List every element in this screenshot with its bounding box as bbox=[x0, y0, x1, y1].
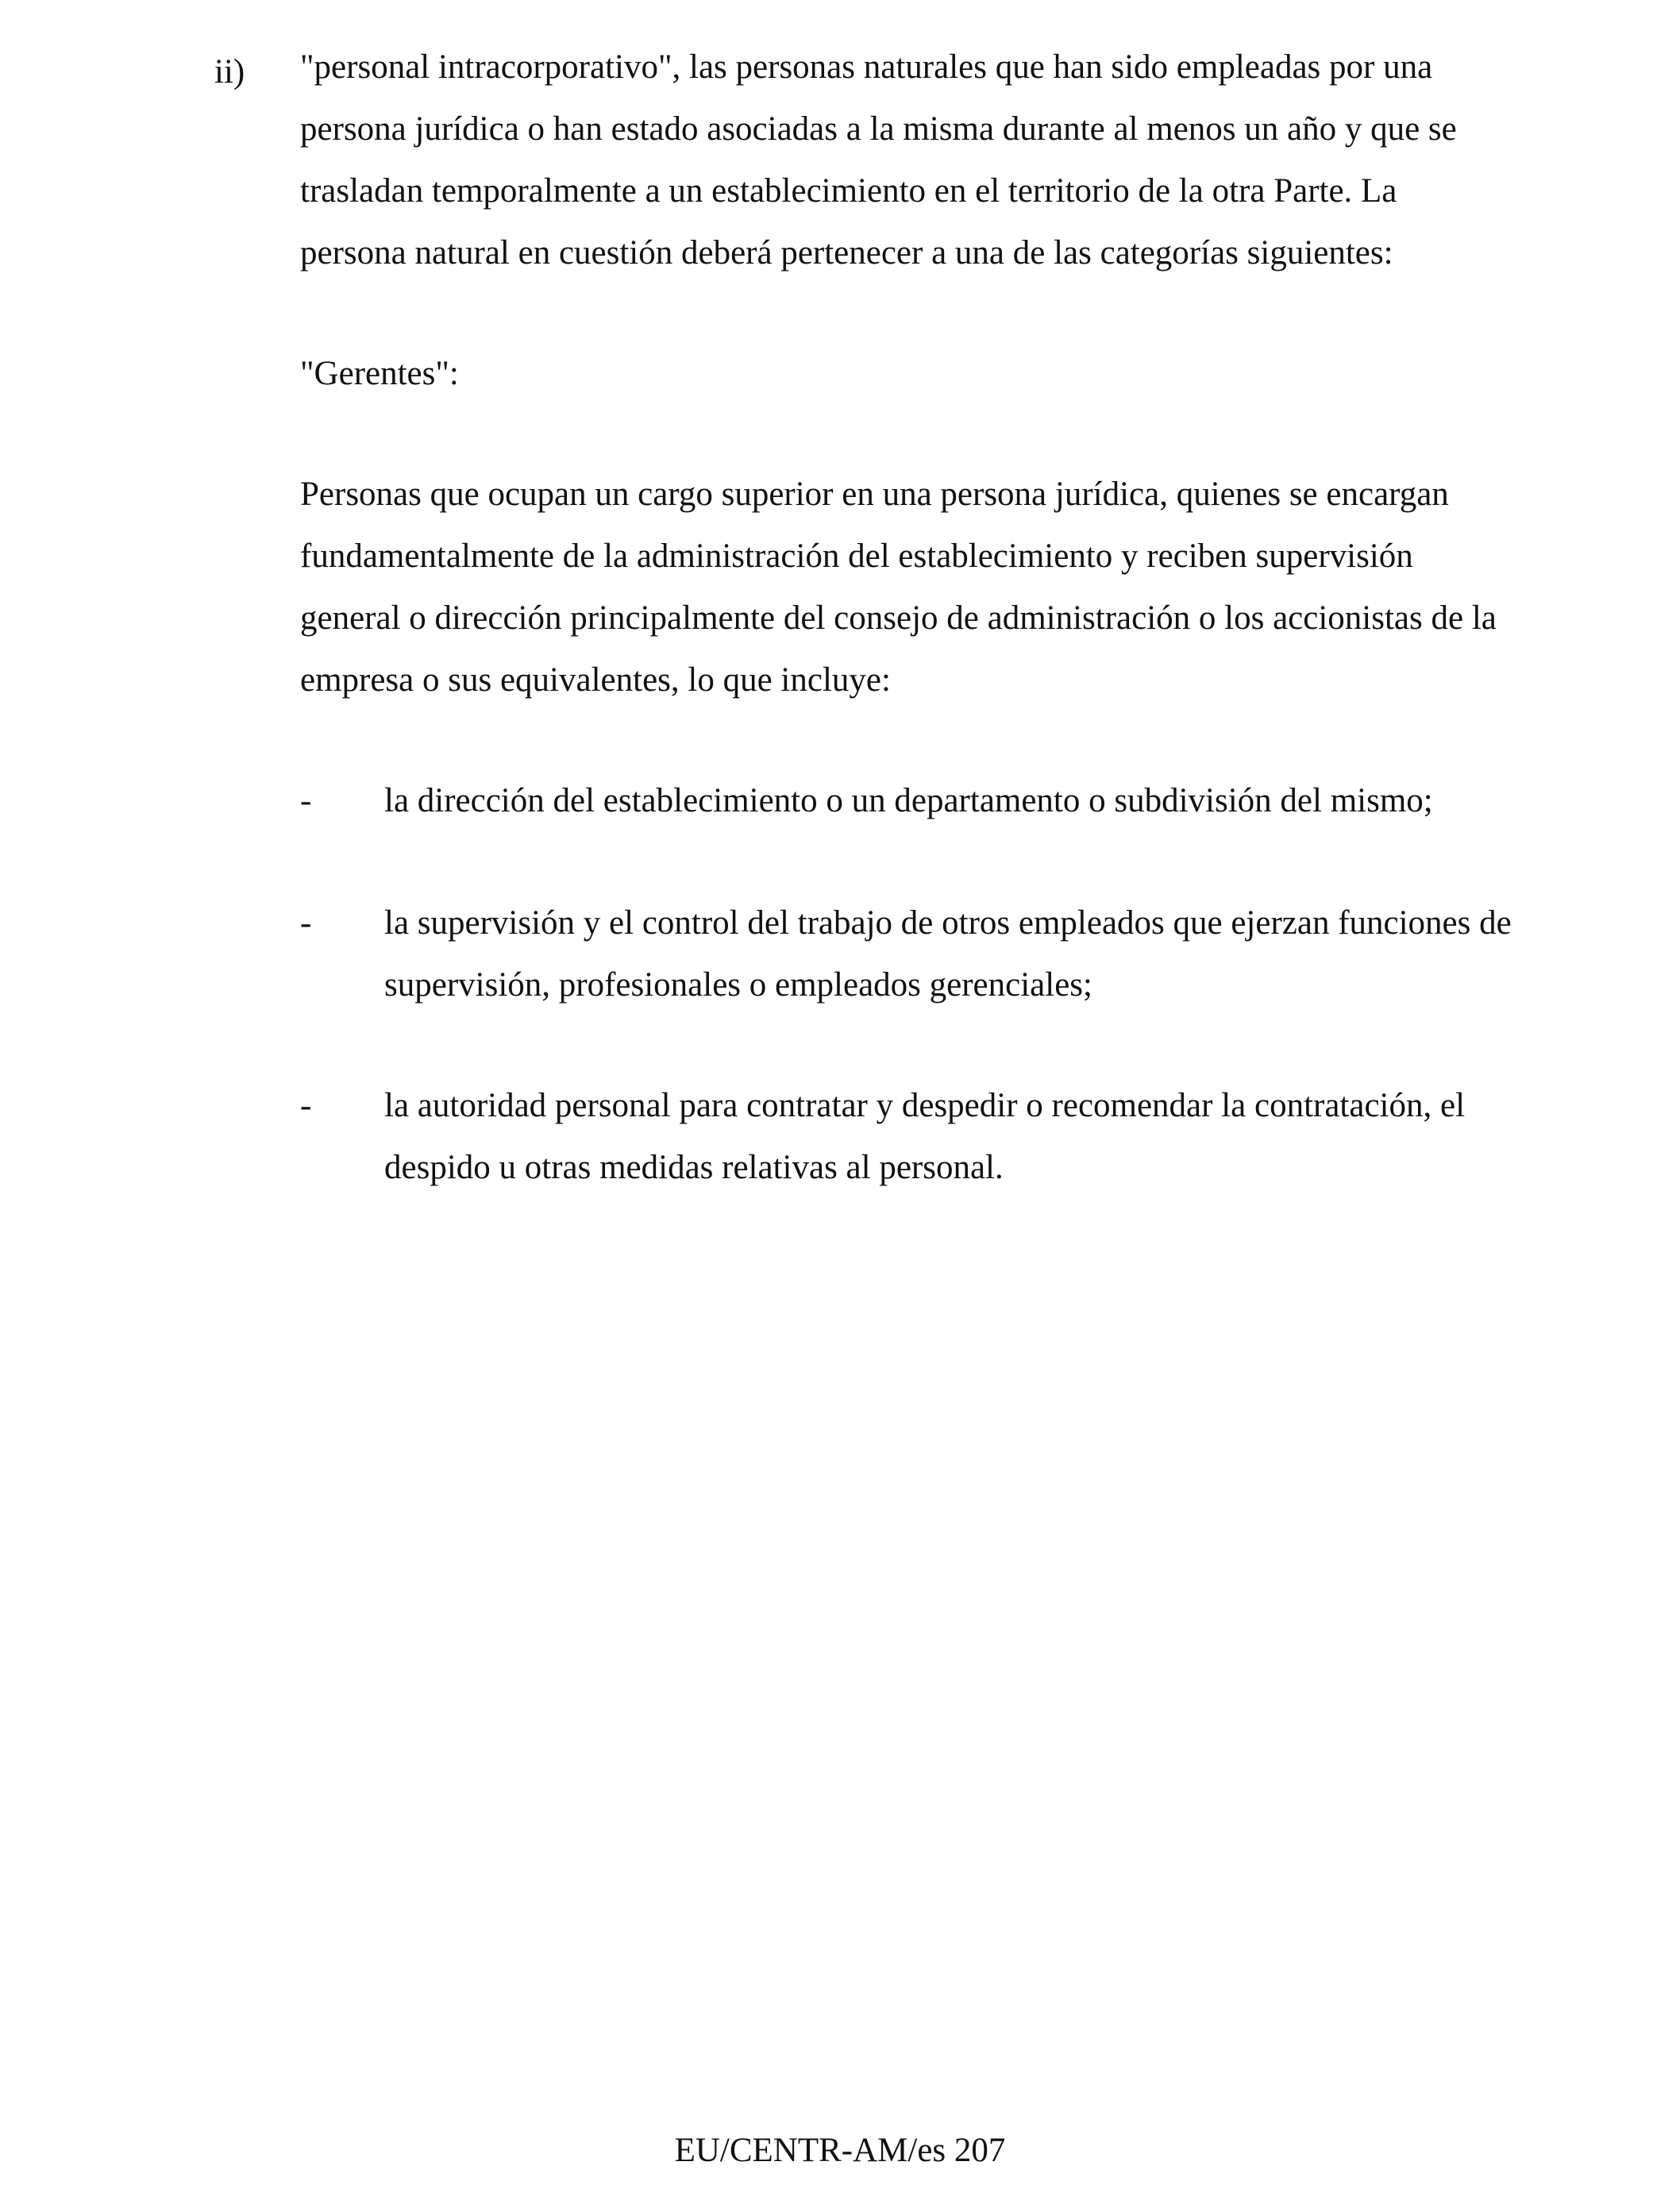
paragraph-line: persona jurídica o han estado asociadas a la misma durante al menos un año y que se bbox=[300, 110, 1457, 148]
bullet-line: supervisión, profesionales o empleados gerenciales; bbox=[384, 966, 1092, 1004]
bullet-line: la dirección del establecimiento o un departamento o subdivisión del mismo; bbox=[384, 782, 1433, 819]
paragraph-line: trasladan temporalmente a un establecimiento en el territorio de la otra Parte. La bbox=[300, 172, 1397, 210]
bullet-dash: - bbox=[300, 782, 312, 819]
bullet-line: la autoridad personal para contratar y despedir o recomendar la contratación, el bbox=[384, 1087, 1466, 1124]
bullet-dash: - bbox=[300, 1087, 312, 1124]
list-item-marker: ii) bbox=[214, 53, 245, 91]
paragraph-line: empresa o sus equivalentes, lo que incluye: bbox=[300, 661, 891, 699]
bullet-line: la supervisión y el control del trabajo de otros empleados que ejerzan funciones de bbox=[384, 904, 1512, 942]
bullet-text bbox=[384, 1075, 1465, 1199]
heading-text: "Gerentes": bbox=[300, 355, 459, 392]
page-footer: EU/CENTR-AM/es 207 bbox=[674, 2132, 1006, 2169]
bullet-line: despido u otras medidas relativas al personal. bbox=[384, 1149, 1004, 1186]
definition-paragraph bbox=[300, 37, 1570, 284]
paragraph-line: "personal intracorporativo", las personas naturales que han sido empleadas por una bbox=[300, 48, 1433, 86]
paragraph-line: Personas que ocupan un cargo superior en una persona jurídica, quienes se encargan bbox=[300, 476, 1449, 513]
bullet-text bbox=[384, 892, 1512, 1016]
category-description bbox=[300, 464, 1570, 711]
paragraph-line: persona natural en cuestión deberá pertenecer a una de las categorías siguientes: bbox=[300, 234, 1393, 272]
paragraph-line: general o dirección principalmente del consejo de administración o los accionistas de la bbox=[300, 599, 1497, 637]
paragraph-line: fundamentalmente de la administración del establecimiento y reciben supervisión bbox=[300, 538, 1413, 575]
bullet-text bbox=[384, 770, 1433, 832]
category-heading bbox=[300, 343, 1570, 405]
bullet-dash: - bbox=[300, 904, 312, 942]
